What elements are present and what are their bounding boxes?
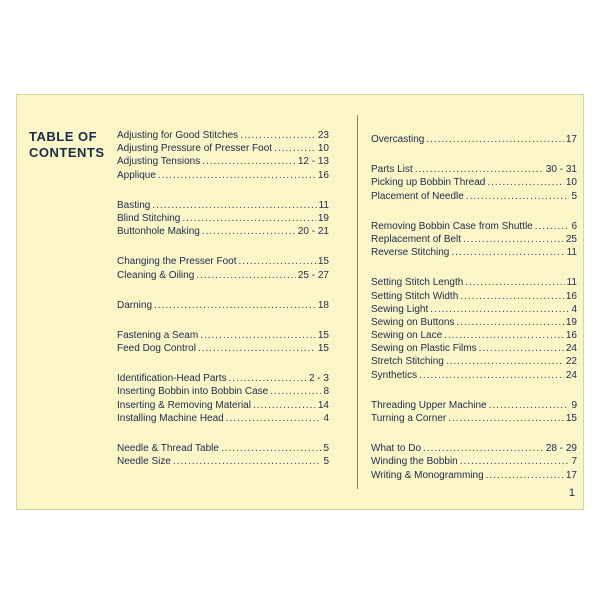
page-number: 1 [568, 487, 575, 499]
dot-leader [229, 372, 307, 385]
toc-entry-title: Inserting & Removing Material [117, 399, 251, 411]
toc-entry-page: 5 [323, 456, 329, 468]
dot-leader [465, 276, 564, 289]
toc-group [117, 255, 329, 281]
toc-entry-title: Parts List [371, 164, 413, 176]
toc-entry-page: 17 [565, 134, 577, 145]
toc-entry-page: 23 [317, 130, 329, 141]
toc-entry-title: Inserting Bobbin into Bobbin Case [117, 386, 269, 398]
toc-entry [117, 455, 329, 468]
dot-leader [479, 342, 564, 355]
toc-entry-page: 16 [317, 169, 329, 181]
toc-entry [371, 246, 577, 259]
toc-entry-page: 19 [565, 316, 577, 328]
toc-group [117, 329, 329, 355]
toc-group [371, 163, 577, 203]
toc-entry-title: Blind Stitching [117, 212, 181, 224]
toc-entry-page: 20 - 21 [297, 226, 329, 238]
toc-entry [371, 399, 577, 412]
toc-entry-page: 25 - 27 [297, 269, 329, 281]
toc-entry-page: 25 [565, 233, 577, 245]
dot-leader [240, 129, 316, 142]
toc-entry-page: 7 [571, 456, 577, 468]
toc-entry [371, 412, 577, 425]
toc-entry [117, 442, 329, 455]
toc-entry [371, 316, 577, 329]
dot-leader [456, 316, 563, 329]
dot-leader [200, 329, 316, 342]
toc-entry-page: 15 [565, 413, 577, 424]
toc-entry-page: 19 [317, 212, 329, 224]
dot-leader [451, 246, 564, 259]
dot-leader [463, 233, 564, 246]
dot-leader [253, 399, 316, 412]
toc-entry [117, 269, 329, 282]
toc-group [117, 442, 329, 468]
manual-page [16, 94, 584, 510]
toc-entry-page: 4 [323, 412, 329, 424]
toc-entry-title: Feed Dog Control [117, 343, 196, 355]
toc-entry-title: Turning a Corner [371, 413, 447, 424]
toc-entry-title: Adjusting Tensions [117, 156, 201, 168]
toc-entry-title: Needle & Thread Table [117, 443, 219, 454]
dot-leader [460, 455, 570, 468]
dot-leader [198, 342, 316, 355]
toc-entry-page: 4 [571, 303, 577, 315]
toc-entry [371, 290, 577, 303]
toc-entry-title: Sewing on Lace [371, 330, 443, 342]
toc-entry-title: Overcasting [371, 134, 425, 145]
toc-entry [117, 412, 329, 425]
toc-entry [117, 212, 329, 225]
dot-leader [196, 269, 296, 282]
toc-entry [371, 163, 577, 176]
toc-entry-page: 15 [317, 343, 329, 355]
toc-entry-title: Placement of Needle [371, 190, 464, 202]
toc-left-column [117, 129, 329, 485]
toc-entry-page: 11 [566, 277, 577, 289]
dot-leader [466, 190, 570, 203]
dot-leader [446, 355, 564, 368]
toc-entry [371, 190, 577, 203]
dot-leader [486, 469, 564, 482]
toc-entry-title: Adjusting Pressure of Presser Foot [117, 143, 273, 155]
toc-entry-page: 18 [317, 299, 329, 311]
toc-entry-page: 30 - 31 [545, 164, 577, 176]
toc-entry-title: Writing & Monogramming [371, 469, 484, 481]
toc-entry-page: 11 [318, 199, 329, 211]
toc-group [117, 299, 329, 312]
toc-entry-title: Basting [117, 199, 151, 211]
toc-entry-title: Cleaning & Oiling [117, 269, 195, 281]
dot-leader [426, 133, 564, 146]
toc-entry-title: Adjusting for Good Stitches [117, 130, 239, 141]
dot-leader [226, 412, 322, 425]
toc-entry-title: Replacement of Belt [371, 233, 462, 245]
toc-entry [117, 225, 329, 238]
dot-leader [487, 176, 564, 189]
toc-entry-page: 6 [571, 220, 577, 232]
toc-group [371, 399, 577, 425]
dot-leader [274, 142, 316, 155]
toc-entry [371, 442, 577, 455]
toc-entry [117, 142, 329, 155]
toc-entry [371, 455, 577, 468]
dot-leader [152, 199, 316, 212]
toc-entry [117, 155, 329, 168]
dot-leader [489, 399, 570, 412]
toc-entry-title: Identification-Head Parts [117, 373, 227, 385]
toc-entry-page: 10 [565, 177, 577, 189]
toc-entry [371, 233, 577, 246]
toc-entry-title: Fastening a Seam [117, 329, 199, 341]
toc-group [371, 276, 577, 382]
toc-entry [117, 169, 329, 182]
toc-entry [371, 469, 577, 482]
toc-group [371, 133, 577, 146]
toc-entry-title: Sewing on Buttons [371, 316, 455, 328]
toc-entry-title: Winding the Bobbin [371, 456, 458, 468]
dot-leader [221, 442, 322, 455]
toc-entry-page: 28 - 29 [545, 443, 577, 455]
toc-entry-page: 2 - 3 [308, 373, 329, 385]
dot-leader [415, 163, 544, 176]
toc-entry-page: 16 [565, 330, 577, 342]
toc-entry-title: Changing the Presser Foot [117, 256, 237, 268]
toc-entry-title: What to Do [371, 443, 422, 455]
toc-entry-page: 14 [317, 399, 329, 411]
toc-entry [371, 355, 577, 368]
toc-entry-page: 15 [317, 256, 329, 268]
dot-leader [202, 155, 296, 168]
toc-entry-title: Sewing on Plastic Films [371, 343, 477, 355]
toc-entry-title: Sewing Light [371, 303, 429, 315]
dot-leader [202, 225, 296, 238]
toc-entry [117, 255, 329, 268]
toc-entry-page: 10 [317, 143, 329, 155]
dot-leader [270, 385, 321, 398]
toc-entry [371, 369, 577, 382]
toc-entry [117, 129, 329, 142]
toc-entry [371, 220, 577, 233]
toc-entry-title: Stretch Stitching [371, 356, 444, 368]
toc-entry-page: 5 [571, 190, 577, 202]
toc-entry-title: Picking up Bobbin Thread [371, 177, 486, 189]
toc-entry-page: 24 [565, 369, 577, 381]
toc-entry-page: 24 [565, 343, 577, 355]
toc-entry [371, 342, 577, 355]
toc-entry-page: 9 [571, 399, 577, 411]
dot-leader [430, 303, 569, 316]
dot-leader [239, 255, 316, 268]
dot-leader [158, 169, 316, 182]
toc-entry-page: 16 [565, 290, 577, 302]
toc-entry-page: 17 [565, 469, 577, 481]
toc-entry [117, 372, 329, 385]
dot-leader [444, 329, 564, 342]
toc-entry-title: Installing Machine Head [117, 412, 224, 424]
toc-entry-page: 22 [565, 356, 577, 368]
toc-group [117, 372, 329, 425]
dot-leader [182, 212, 316, 225]
toc-entry-page: 12 - 13 [297, 156, 329, 168]
toc-entry-title: Setting Stitch Length [371, 277, 464, 289]
toc-entry-page: 15 [317, 329, 329, 341]
toc-entry [371, 133, 577, 146]
dot-leader [154, 299, 316, 312]
dot-leader [535, 220, 570, 233]
toc-entry [371, 276, 577, 289]
dot-leader [448, 412, 564, 425]
toc-entry [117, 399, 329, 412]
toc-entry-title: Synthetics [371, 369, 418, 381]
toc-entry-title: Setting Stitch Width [371, 290, 459, 302]
toc-right-column [371, 133, 577, 499]
toc-entry-title: Needle Size [117, 456, 171, 468]
toc-group [371, 442, 577, 482]
column-divider [357, 115, 358, 489]
toc-entry-title: Threading Upper Machine [371, 399, 487, 411]
toc-entry-page: 11 [566, 247, 577, 259]
toc-group [117, 199, 329, 239]
toc-group [371, 220, 577, 260]
toc-entry-title: Applique [117, 169, 156, 181]
toc-entry [117, 342, 329, 355]
toc-entry-title: Reverse Stitching [371, 247, 450, 259]
toc-entry-title: Buttonhole Making [117, 226, 200, 238]
toc-entry [371, 303, 577, 316]
toc-entry [117, 329, 329, 342]
toc-entry [117, 299, 329, 312]
toc-entry-page: 8 [323, 386, 329, 398]
dot-leader [173, 455, 322, 468]
dot-leader [419, 369, 564, 382]
toc-entry [371, 176, 577, 189]
toc-entry-title: Removing Bobbin Case from Shuttle [371, 220, 533, 232]
dot-leader [423, 442, 544, 455]
toc-entry [117, 199, 329, 212]
dot-leader [460, 290, 564, 303]
heading-line-1: TABLE OF [29, 129, 98, 144]
toc-entry-title: Darning [117, 299, 153, 311]
toc-heading [29, 129, 105, 161]
toc-group [117, 129, 329, 182]
toc-entry [371, 329, 577, 342]
toc-entry-page: 5 [323, 443, 329, 454]
heading-line-2: CONTENTS [29, 145, 105, 160]
toc-entry [117, 385, 329, 398]
